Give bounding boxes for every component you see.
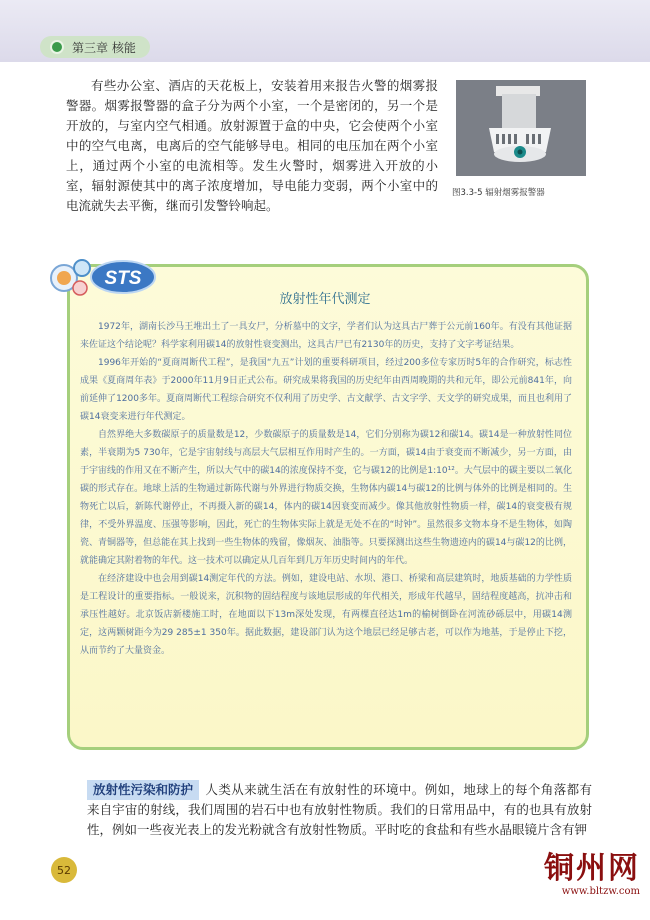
watermark-name: 铜州网 [544,851,640,886]
watermark [510,852,640,897]
watermark-url: www.bltzw.com [561,886,640,897]
sts-paragraph: 自然界绝大多数碳原子的质量数是12，少数碳原子的质量数是14，它们分别称为碳12和碳14。碳14是一种放射性同位素，半衰期为5 730年，它是宇宙射线与高层大气层相互作用时产生的。一方面，碳14由于衰变而不断减少，另一方面，由于宇宙线的作用又在不断产生，所以大气中的碳14的浓度保持不变，它与碳12的比例是1:10¹²。大气层中的碳主要以二氧化碳的形式存在。地球上活的生物通过新陈代谢与外界进行物质交换，生物体内碳14与碳12的比例与体外的比例是相同的。生物死亡以后，新陈代谢停止，不再摄入新的碳14，体内的碳14因衰变而减少。像其他放射性物质一样，碳14的衰变极有规律，不受外界温度、压强等影响，因此，死亡的生物体实际上就是无处不在的“时钟”。虽然很多文物本身不是生物体，如陶瓷、青铜器等，但总能在其上找到一些生物体的残留，像烟灰、油脂等。只要探测出这些生物遗迹内的碳14与碳12的比例，就能确定其附着物的年代。这一技术可以确定从几百年到几万年历史时间内的年代。 [80,430,572,566]
chapter-title: 第三章 核能 [72,40,136,55]
section-text: 人类从来就生活在有放射性的环境中。例如，地球上的每个角落都有来自宇宙的射线，我们周围的岩石中也有放射性物质。我们的日常用品中，有的也具有放射性，例如一些夜光表上的发光粉就含有放射性物质。平时吃的食盐和有些水晶眼镜片含有钾 [87,782,592,837]
sts-paragraph: 在经济建设中也会用到碳14测定年代的方法。例如，建设电站、水坝、港口、桥梁和高层建筑时，地质基础的力学性质是工程设计的重要指标。一般说来，沉积物的固结程度与该地层形成的年代相关，形成年代越早，固结程度越高，抗冲击和承压性越好。北京饭店新楼施工时，在地面以下13m深处发现，有两棵直径达1m的榆树倒卧在河流砂砾层中，用碳14测定，这两颗树距今为29 285±1 350年。据此数据，建设部门认为这个地层已经足够古老，可以作为地基，于是停止下挖，从而节约了大量资金。 [80,574,572,656]
page-number: 52 [51,857,77,883]
sts-title: 放射性年代测定 [279,292,371,307]
sts-body [80,318,572,660]
pollution-section [87,780,592,840]
chapter-dot-icon [50,40,64,54]
sts-paragraph: 1972年，湖南长沙马王堆出土了一具女尸，分析墓中的文字，学者们认为这具古尸葬于公元前160年。有没有其他证据来佐证这个结论呢？科学家利用碳14的放射性衰变测出，这具古尸已有2130年的历史，支持了文字考证结果。 [80,322,572,350]
figure-caption: 图3.3-5 辐射烟雾报警器 [452,188,545,198]
intro-paragraph: 有些办公室、酒店的天花板上，安装着用来报告火警的烟雾报警器。烟雾报警器的盒子分为两个小室，一个是密闭的，另一个是开放的，与室内空气相通。放射源置于盒的中央，它会使两个小室中的空气电离，电离后的空气能够导电。相同的电压加在两个小室上，通过两个小室的电流相等。发生火警时，烟雾进入开放的小室，辐射源使其中的离子浓度增加，导电能力变弱，两个小室中的电流就失去平衡，继而引发警铃响起。 [66,78,438,213]
section-label: 放射性污染和防护 [87,780,199,800]
sts-paragraph: 1996年开始的“夏商周断代工程”，是我国“九五”计划的重要科研项目，经过200多位专家历时5年的合作研究，标志性成果《夏商周年表》于2000年11月9日正式公布。研究成果将我国的历史纪年由西周晚期的共和元年，即公元前841年，向前延伸了1200多年。夏商周断代工程综合研究不仅利用了历史学、古文献学、古文字学、天文学的研究成果，而且也利用了碳14衰变来进行年代测定。 [80,358,572,422]
sts-logo-text: STS [104,268,142,289]
smoke-detector-photo [456,80,586,176]
chapter-tab [40,36,150,58]
